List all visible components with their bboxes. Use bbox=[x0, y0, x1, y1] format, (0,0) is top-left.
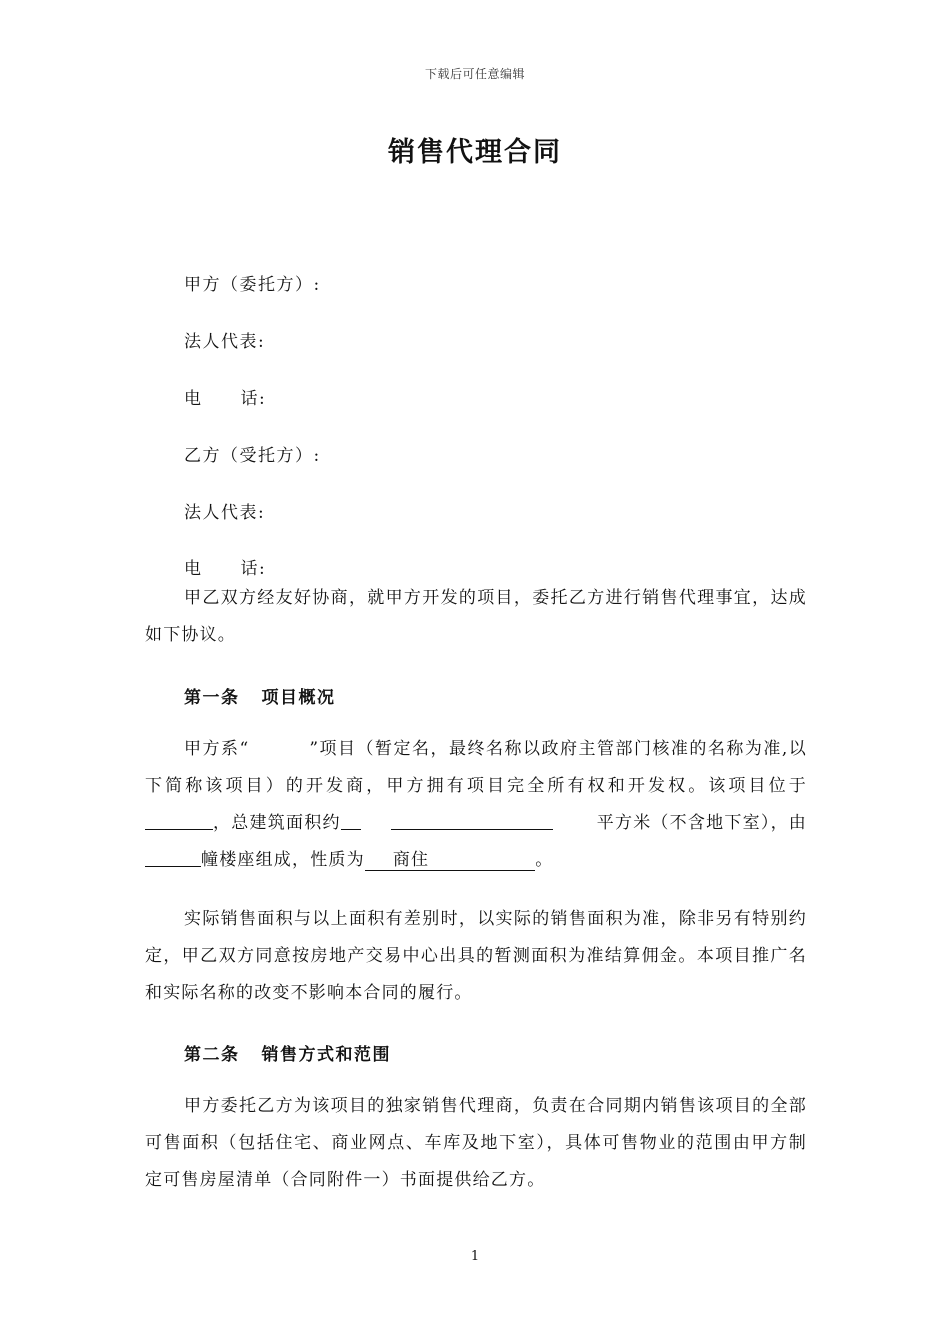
phone-label-char2: 话: bbox=[240, 389, 267, 409]
article2-heading bbox=[184, 1040, 391, 1065]
article2-number: 第二条 bbox=[184, 1045, 240, 1065]
phone-label-char1: 电 bbox=[184, 559, 203, 579]
intro-paragraph: 甲乙双方经友好协商，就甲方开发的项目，委托乙方进行销售代理事宜，达成如下协议。 bbox=[145, 588, 807, 645]
article1-title: 项目概况 bbox=[261, 688, 336, 708]
article1-number: 第一条 bbox=[184, 688, 240, 708]
article1-paragraph2: 实际销售面积与以上面积有差别时，以实际的销售面积为准，除非另有特别约定，甲乙双方同意按房地产交易中心出具的暂测面积为准结算佣金。本项目推广名和实际名称的改变不影响本合同的履行。 bbox=[145, 909, 807, 1003]
nature-value: 商住 bbox=[365, 850, 535, 871]
location-blank bbox=[145, 809, 213, 830]
party-b-rep-label: 法人代表: bbox=[184, 503, 266, 523]
buildings-blank bbox=[145, 846, 201, 867]
area-blank-2 bbox=[391, 809, 553, 830]
party-a-label: 甲方（委托方）: bbox=[184, 275, 321, 295]
page-number: 1 bbox=[470, 1249, 480, 1264]
p1-end: 。 bbox=[535, 850, 554, 870]
article1-heading bbox=[184, 683, 336, 708]
p1-text-c: ，总建筑面积约 bbox=[213, 813, 341, 833]
header-note: 下载后可任意编辑 bbox=[424, 67, 525, 81]
party-a-phone-label bbox=[184, 384, 266, 409]
p1-text-e: 幢楼座组成，性质为 bbox=[201, 850, 365, 870]
phone-label-char2: 话: bbox=[240, 559, 267, 579]
party-a-rep-label: 法人代表: bbox=[184, 332, 266, 352]
article2-title: 销售方式和范围 bbox=[261, 1045, 391, 1065]
p1-text-d: 平方米（不含地下室），由 bbox=[596, 813, 807, 833]
p1-text-b: ”项目（暂定名，最终名称以政府主管部门核准的名称为准,以下简称该项目）的开发商，甲方拥有项目完全所有权和开发权。该项目位于 bbox=[145, 739, 807, 796]
party-b-phone-label bbox=[184, 554, 266, 579]
article2-paragraph1: 甲方委托乙方为该项目的独家销售代理商，负责在合同期内销售该项目的全部可售面积（包括住宅、商业网点、车库及地下室），具体可售物业的范围由甲方制定可售房屋清单（合同附件一）书面提供给乙方。 bbox=[145, 1096, 807, 1190]
document-title: 销售代理合同 bbox=[388, 137, 562, 168]
article1-paragraph1 bbox=[145, 731, 807, 879]
area-blank-1 bbox=[341, 809, 361, 830]
p1-text-a: 甲方系“ bbox=[184, 739, 250, 759]
phone-label-char1: 电 bbox=[184, 389, 203, 409]
party-b-label: 乙方（受托方）: bbox=[184, 446, 321, 466]
